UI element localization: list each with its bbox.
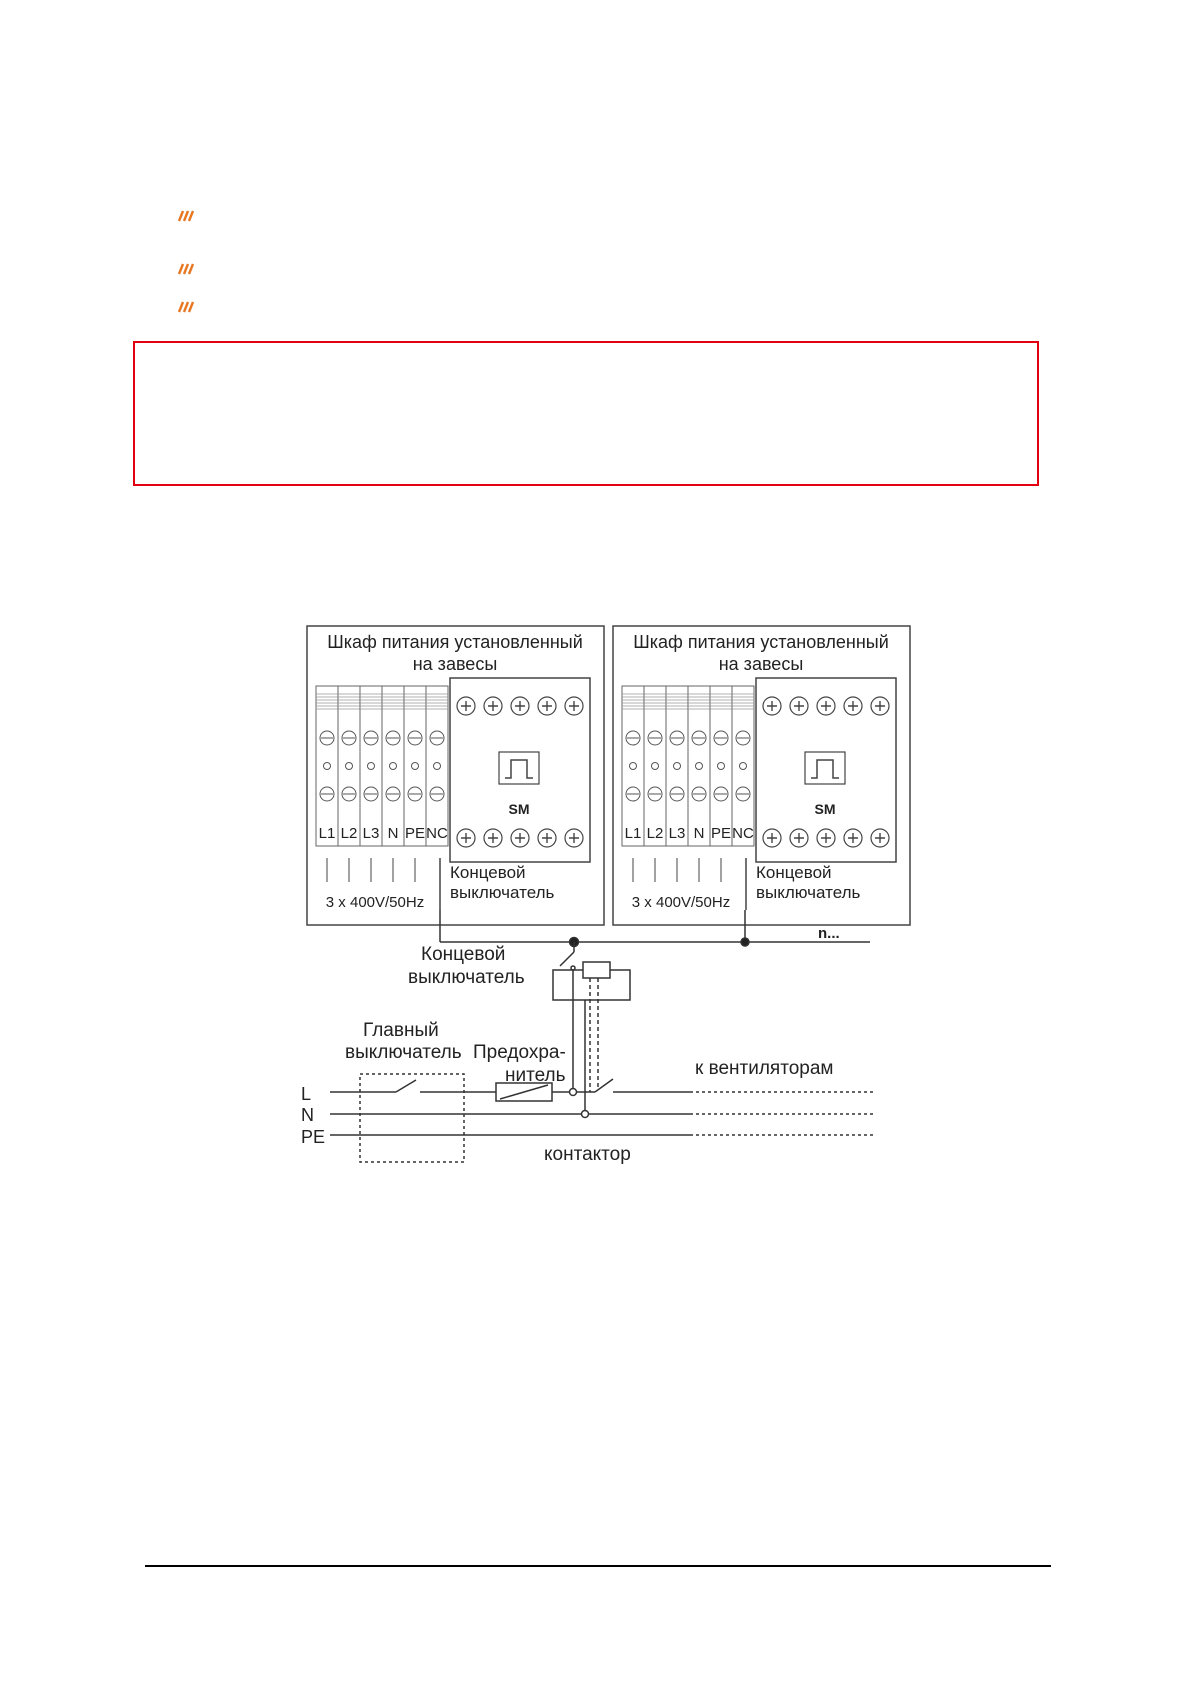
contactor-label: контактор — [544, 1144, 631, 1165]
terminal-label: L3 — [668, 825, 686, 842]
terminal-label: L1 — [318, 825, 336, 842]
line-n-label: N — [301, 1105, 314, 1125]
power-cabinet — [307, 626, 604, 925]
cabinet-title: Шкаф питания установленный — [633, 632, 889, 652]
voltage-label: 3 x 400V/50Hz — [631, 894, 731, 911]
line-l-label: L — [301, 1084, 312, 1104]
terminal-label: N — [693, 825, 705, 842]
terminal-label: PE — [710, 825, 732, 842]
sm-label: SM — [814, 801, 836, 817]
limit-switch-label: Концевой — [421, 944, 506, 965]
footer-rule — [145, 1565, 1051, 1567]
limit-switch-label: выключатель — [756, 883, 861, 902]
main-switch-label: Главный — [363, 1020, 439, 1041]
limit-switch-label: выключатель — [450, 883, 555, 902]
sm-label: SM — [508, 801, 530, 817]
limit-switch-label: Концевой — [450, 863, 526, 882]
main-switch-label: выключатель — [345, 1042, 462, 1063]
cabinet-title: Шкаф питания установленный — [327, 632, 583, 652]
terminal-label: L1 — [624, 825, 642, 842]
limit-switch-label: Концевой — [756, 863, 832, 882]
terminal-label: NC — [732, 825, 754, 842]
voltage-label: 3 x 400V/50Hz — [325, 894, 425, 911]
terminal-label: NC — [426, 825, 448, 842]
n-more-label: n... — [818, 925, 840, 942]
terminal-label: N — [387, 825, 399, 842]
junction-dot — [741, 938, 749, 946]
line-pe-label: PE — [301, 1127, 326, 1147]
power-cabinet — [613, 626, 910, 925]
fuse-label: нитель — [505, 1065, 566, 1086]
terminal-label: L3 — [362, 825, 380, 842]
terminal-label: PE — [404, 825, 426, 842]
limit-switch-label: выключатель — [408, 967, 525, 988]
fans-label: к вентиляторам — [695, 1058, 834, 1079]
fuse-label: Предохра- — [473, 1042, 566, 1063]
cabinet-title: на завесы — [412, 654, 498, 674]
terminal-label: L2 — [340, 825, 358, 842]
cabinet-title: на завесы — [718, 654, 804, 674]
terminal-label: L2 — [646, 825, 664, 842]
